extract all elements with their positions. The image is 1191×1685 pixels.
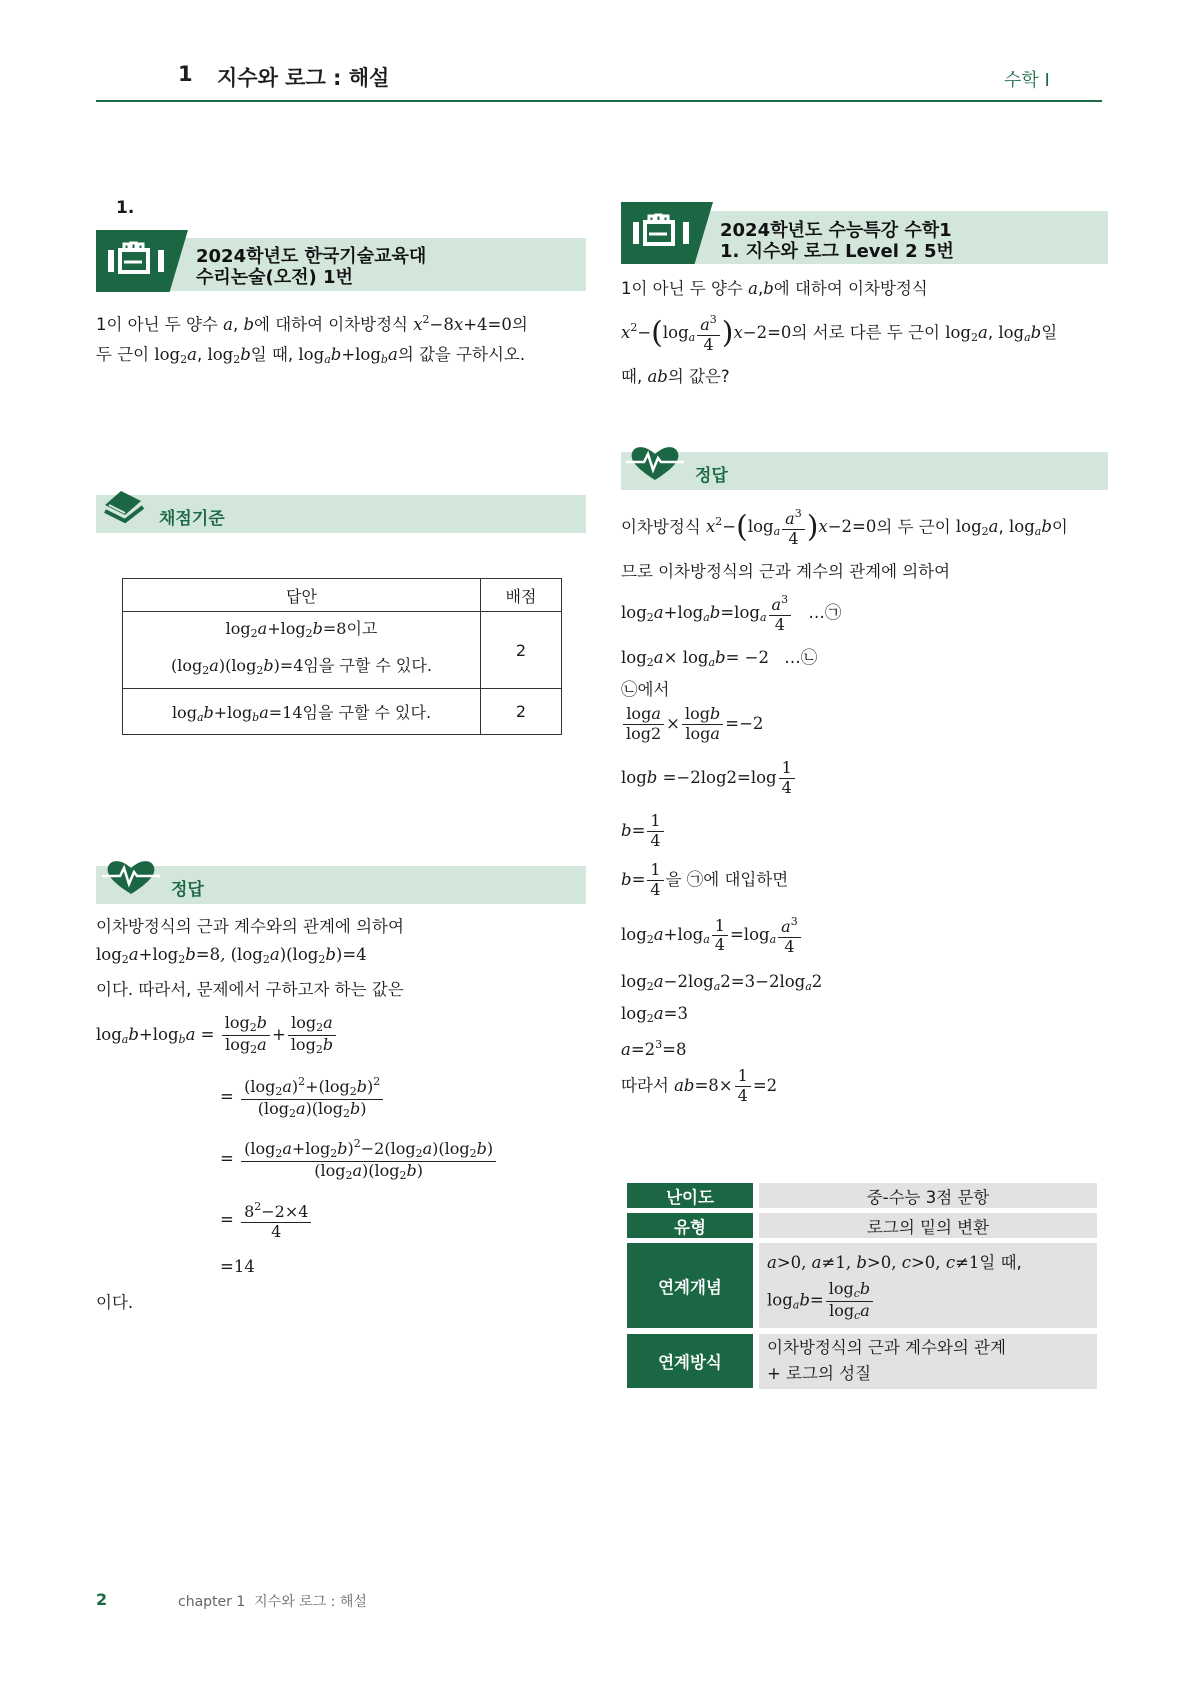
solution-line: logb =−2log2=log $\frac{1}{4}$	[621, 760, 797, 797]
col-score-header: 배점	[481, 579, 562, 612]
col-answer-header: 답안	[123, 579, 481, 612]
scoring-table	[122, 578, 562, 735]
answer-label-left: 정답	[171, 880, 204, 900]
table-row: $\log_ab+\log_ba=14$임을 구할 수 있다.	[123, 689, 481, 735]
solution-line: 이차방정식 $x^2-(\log_a$ $\frac{a^3}{4}$ )x−2=0의 두 근이 $\log_2a$, $\log_ab$이	[621, 507, 1068, 548]
info-value-method: 이차방정식의 근과 계수와의 관계 + 로그의 성질	[759, 1334, 1097, 1389]
fist-icon	[104, 236, 174, 286]
solution-line: $a=2^3=8$	[621, 1038, 687, 1059]
info-value-type: 로그의 밑의 변환	[759, 1213, 1097, 1238]
solution-line: $\log_2a+\log_ab=\log_a$ $\frac{a^3}{4}$ …㉠	[621, 593, 842, 634]
fist-icon	[629, 208, 699, 258]
page-number: 2	[96, 1590, 108, 1609]
solution-line: 므로 이차방정식의 근과 계수의 관계에 의하여	[621, 562, 951, 581]
source-title-left: 2024학년도 한국기술교육대 수리논술(오전) 1번	[196, 246, 427, 288]
solution-line: $\log_2a\times \log_ab= -2$ …㉡	[621, 648, 818, 669]
solution-line: b= $\frac{1}{4}$	[621, 813, 666, 850]
info-value-difficulty: 중-수능 3점 문항	[759, 1183, 1097, 1208]
info-label-difficulty: 난이도	[627, 1183, 753, 1208]
question-left: 1이 아닌 두 양수 a, b에 대하여 이차방정식 $x^2-8x+4=0$의 두 근이 $\log_2a$, $\log_2b$일 때, $\log_ab+\log_ba$의 값을 구하시오.	[96, 313, 528, 366]
chapter-title: 지수와 로그 : 해설	[217, 66, 390, 90]
source-title-right: 2024학년도 수능특강 수학1 1. 지수와 로그 Level 2 5번	[720, 220, 954, 262]
info-label-method: 연계방식	[627, 1334, 753, 1388]
solution-line: ㉡에서	[621, 680, 670, 699]
info-value-concept: a>0, a≠1, b>0, c>0, c≠1일 때, $\log_ab=$ $\frac{\log_cb}{\log_ca}$	[759, 1243, 1097, 1328]
score-cell: 2	[481, 689, 562, 735]
info-label-type: 유형	[627, 1213, 753, 1238]
scoring-label: 채점기준	[159, 509, 225, 529]
question-number: 1.	[116, 198, 135, 218]
footer-chapter-text: chapter 1 지수와 로그 : 해설	[178, 1594, 367, 1610]
table-row: $\log_2a+\log_2b=8$이고 $(\log_2a)(\log_2b)=4$임을 구할 수 있다.	[123, 612, 481, 689]
answer-band-left	[96, 866, 586, 904]
question-right: 1이 아닌 두 양수 a,b에 대하여 이차방정식 $x^2-(\log_a$ $\frac{a^3}{4}$ )x−2=0의 서로 다른 두 근이 $\log_2a$, $\log_ab$일 때, ab의 값은?	[621, 279, 1058, 386]
heart-pulse-icon	[102, 858, 160, 896]
solution-line: $\log_2a-2\log_a2=3-2\log_a2$	[621, 972, 823, 993]
solution-line: $\log_2a+\log_a$ $\frac{1}{4}$ $=\log_a$ $\frac{a^3}{4}$	[621, 916, 803, 956]
info-label-concept: 연계개념	[627, 1243, 753, 1328]
solution-line: $\frac{\log a}{\log 2}$ × $\frac{\log b}{\log a}$ =−2	[621, 706, 763, 743]
heart-pulse-icon	[626, 444, 684, 482]
solution-line: b= $\frac{1}{4}$ 을 ㉠에 대입하면	[621, 860, 789, 899]
subject-label: 수학 I	[1004, 70, 1050, 91]
solution-left: 이차방정식의 근과 계수와의 관계에 의하여 $\log_2a+\log_2b=8$, $(\log_2a)(\log_2b)=4$ 이다. 따라서, 문제에서 구하고자 하는 값은 $\log_ab+\log_ba$ = $\frac{\log_2b}{\log_2a}$ + $\frac{\log_2a}{\log_2b}$ = $\frac{(\log_2a)^2+(\log_2b)^2}{(\log_2a)(\log_2b)}$ = $\frac{(\log_2a+\log_2b)^2-2(\log_2a)(\log_2b)}{(\log_2a)(\log_2b)}$ = $\frac{8^2-2\times 4}{4}$ =14 이다.	[96, 912, 596, 1318]
chapter-number: 1	[178, 62, 193, 86]
solution-line: $\log_2a=3$	[621, 1004, 688, 1025]
score-cell: 2	[481, 612, 562, 689]
answer-label-right: 정답	[695, 466, 728, 486]
solution-line: 따라서 ab=8× $\frac{1}{4}$ =2	[621, 1066, 778, 1105]
book-icon	[99, 483, 147, 529]
header-rule	[96, 100, 1102, 102]
